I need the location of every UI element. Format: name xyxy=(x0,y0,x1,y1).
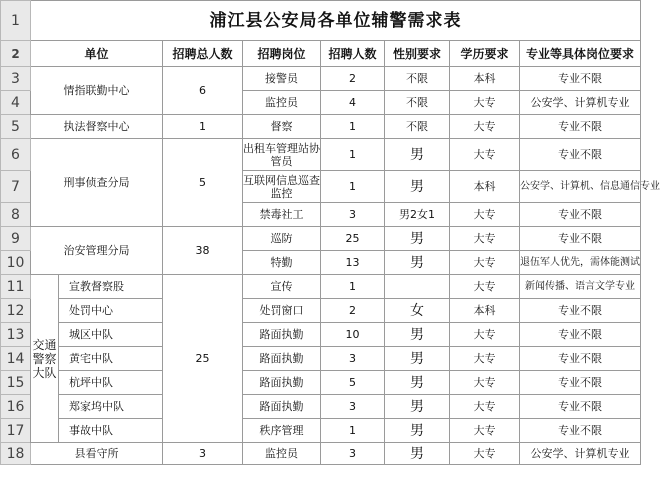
major-cell: 专业不限 xyxy=(520,227,641,251)
post-cell: 禁毒社工 xyxy=(243,203,321,227)
subunit-cell: 杭坪中队 xyxy=(59,371,163,395)
gender-cell: 男 xyxy=(385,395,450,419)
gender-cell: 不限 xyxy=(385,115,450,139)
count-cell: 25 xyxy=(321,227,385,251)
count-cell: 1 xyxy=(321,115,385,139)
table-row xyxy=(1,419,641,443)
table-row xyxy=(1,371,641,395)
post-cell: 监控员 xyxy=(243,91,321,115)
count-cell: 3 xyxy=(321,203,385,227)
post-cell: 监控员 xyxy=(243,443,321,465)
count-cell: 2 xyxy=(321,67,385,91)
gender-cell: 不限 xyxy=(385,67,450,91)
row-number: 15 xyxy=(1,371,31,395)
subunit-cell: 城区中队 xyxy=(59,323,163,347)
subunit-cell: 郑家坞中队 xyxy=(59,395,163,419)
count-cell: 10 xyxy=(321,323,385,347)
post-cell: 处罚窗口 xyxy=(243,299,321,323)
post-cell: 出租车管理站协管员 xyxy=(243,139,321,171)
post-cell: 特勤 xyxy=(243,251,321,275)
edu-cell: 大专 xyxy=(450,275,520,299)
row-number: 13 xyxy=(1,323,31,347)
count-cell: 1 xyxy=(321,419,385,443)
edu-cell: 大专 xyxy=(450,227,520,251)
post-cell: 路面执勤 xyxy=(243,395,321,419)
count-cell: 3 xyxy=(321,443,385,465)
edu-cell: 本科 xyxy=(450,171,520,203)
count-cell: 4 xyxy=(321,91,385,115)
row-number: 9 xyxy=(1,227,31,251)
unit-label-vertical: 交通警察大队 xyxy=(32,337,57,380)
row-number: 8 xyxy=(1,203,31,227)
table-row xyxy=(1,227,641,251)
major-cell: 公安学、计算机、信息通信专业 xyxy=(520,171,641,203)
row-number: 2 xyxy=(1,41,31,67)
header-major: 专业等具体岗位要求 xyxy=(520,41,641,67)
edu-cell: 本科 xyxy=(450,299,520,323)
gender-cell: 男 xyxy=(385,347,450,371)
row-number: 11 xyxy=(1,275,31,299)
header-edu: 学历要求 xyxy=(450,41,520,67)
table-row xyxy=(1,443,641,465)
unit-cell: 治安管理分局 xyxy=(31,227,163,275)
major-cell: 公安学、计算机专业 xyxy=(520,443,641,465)
gender-cell: 女 xyxy=(385,299,450,323)
edu-cell: 大专 xyxy=(450,443,520,465)
row-number: 5 xyxy=(1,115,31,139)
total-cell: 1 xyxy=(163,115,243,139)
count-cell: 1 xyxy=(321,275,385,299)
major-cell: 公安学、计算机专业 xyxy=(520,91,641,115)
row-number: 4 xyxy=(1,91,31,115)
gender-cell: 男2女1 xyxy=(385,203,450,227)
major-cell: 专业不限 xyxy=(520,299,641,323)
count-cell: 3 xyxy=(321,347,385,371)
gender-cell: 男 xyxy=(385,227,450,251)
subunit-cell: 黄宅中队 xyxy=(59,347,163,371)
major-cell: 专业不限 xyxy=(520,67,641,91)
post-cell: 路面执勤 xyxy=(243,323,321,347)
post-cell: 督察 xyxy=(243,115,321,139)
header-gender: 性别要求 xyxy=(385,41,450,67)
total-cell: 25 xyxy=(163,275,243,443)
row-number: 17 xyxy=(1,419,31,443)
total-cell: 38 xyxy=(163,227,243,275)
edu-cell: 大专 xyxy=(450,139,520,171)
post-cell: 巡防 xyxy=(243,227,321,251)
post-cell: 互联网信息巡查监控 xyxy=(243,171,321,203)
edu-cell: 大专 xyxy=(450,251,520,275)
total-cell: 3 xyxy=(163,443,243,465)
row-number: 1 xyxy=(1,1,31,41)
row-number: 6 xyxy=(1,139,31,171)
count-cell: 5 xyxy=(321,371,385,395)
row-number: 18 xyxy=(1,443,31,465)
count-cell: 3 xyxy=(321,395,385,419)
gender-cell: 男 xyxy=(385,371,450,395)
count-cell: 1 xyxy=(321,139,385,171)
unit-cell: 情指联勤中心 xyxy=(31,67,163,115)
edu-cell: 本科 xyxy=(450,67,520,91)
edu-cell: 大专 xyxy=(450,419,520,443)
gender-cell: 不限 xyxy=(385,91,450,115)
count-cell: 13 xyxy=(321,251,385,275)
header-count: 招聘人数 xyxy=(321,41,385,67)
table-row xyxy=(1,115,641,139)
gender-cell xyxy=(385,275,450,299)
edu-cell: 大专 xyxy=(450,347,520,371)
table-row xyxy=(1,139,641,171)
unit-cell: 县看守所 xyxy=(31,443,163,465)
post-cell: 秩序管理 xyxy=(243,419,321,443)
row-number: 3 xyxy=(1,67,31,91)
edu-cell: 大专 xyxy=(450,115,520,139)
header-unit: 单位 xyxy=(31,41,163,67)
total-cell: 5 xyxy=(163,139,243,227)
gender-cell: 男 xyxy=(385,171,450,203)
count-cell: 2 xyxy=(321,299,385,323)
subunit-cell: 事故中队 xyxy=(59,419,163,443)
unit-cell: 刑事侦查分局 xyxy=(31,139,163,227)
gender-cell: 男 xyxy=(385,251,450,275)
gender-cell: 男 xyxy=(385,323,450,347)
table-row xyxy=(1,299,641,323)
total-cell: 6 xyxy=(163,67,243,115)
header-total: 招聘总人数 xyxy=(163,41,243,67)
table-row xyxy=(1,347,641,371)
row-number: 14 xyxy=(1,347,31,371)
row-number: 12 xyxy=(1,299,31,323)
title-row xyxy=(1,1,641,41)
header-post: 招聘岗位 xyxy=(243,41,321,67)
edu-cell: 大专 xyxy=(450,371,520,395)
table-row xyxy=(1,323,641,347)
table-row xyxy=(1,395,641,419)
edu-cell: 大专 xyxy=(450,395,520,419)
major-cell: 专业不限 xyxy=(520,115,641,139)
header-row xyxy=(1,41,641,67)
major-cell: 专业不限 xyxy=(520,347,641,371)
gender-cell: 男 xyxy=(385,443,450,465)
major-cell: 新闻传播、语言文学专业 xyxy=(520,275,641,299)
row-number: 7 xyxy=(1,171,31,203)
subunit-cell: 处罚中心 xyxy=(59,299,163,323)
post-cell: 接警员 xyxy=(243,67,321,91)
edu-cell: 大专 xyxy=(450,323,520,347)
major-cell: 专业不限 xyxy=(520,323,641,347)
major-cell: 专业不限 xyxy=(520,139,641,171)
major-cell: 专业不限 xyxy=(520,203,641,227)
table-row xyxy=(1,67,641,91)
post-cell: 路面执勤 xyxy=(243,371,321,395)
major-cell: 专业不限 xyxy=(520,371,641,395)
edu-cell: 大专 xyxy=(450,203,520,227)
major-cell: 专业不限 xyxy=(520,419,641,443)
count-cell: 1 xyxy=(321,171,385,203)
gender-cell: 男 xyxy=(385,419,450,443)
gender-cell: 男 xyxy=(385,139,450,171)
edu-cell: 大专 xyxy=(450,91,520,115)
page-title: 浦江县公安局各单位辅警需求表 xyxy=(31,1,641,41)
subunit-cell: 宣教督察股 xyxy=(59,275,163,299)
post-cell: 路面执勤 xyxy=(243,347,321,371)
unit-cell: 执法督察中心 xyxy=(31,115,163,139)
major-cell: 退伍军人优先，需体能测试 xyxy=(520,251,641,275)
table-row xyxy=(1,275,641,299)
post-cell: 宣传 xyxy=(243,275,321,299)
row-number: 10 xyxy=(1,251,31,275)
major-cell: 专业不限 xyxy=(520,395,641,419)
unit-cell xyxy=(31,275,59,443)
row-number: 16 xyxy=(1,395,31,419)
